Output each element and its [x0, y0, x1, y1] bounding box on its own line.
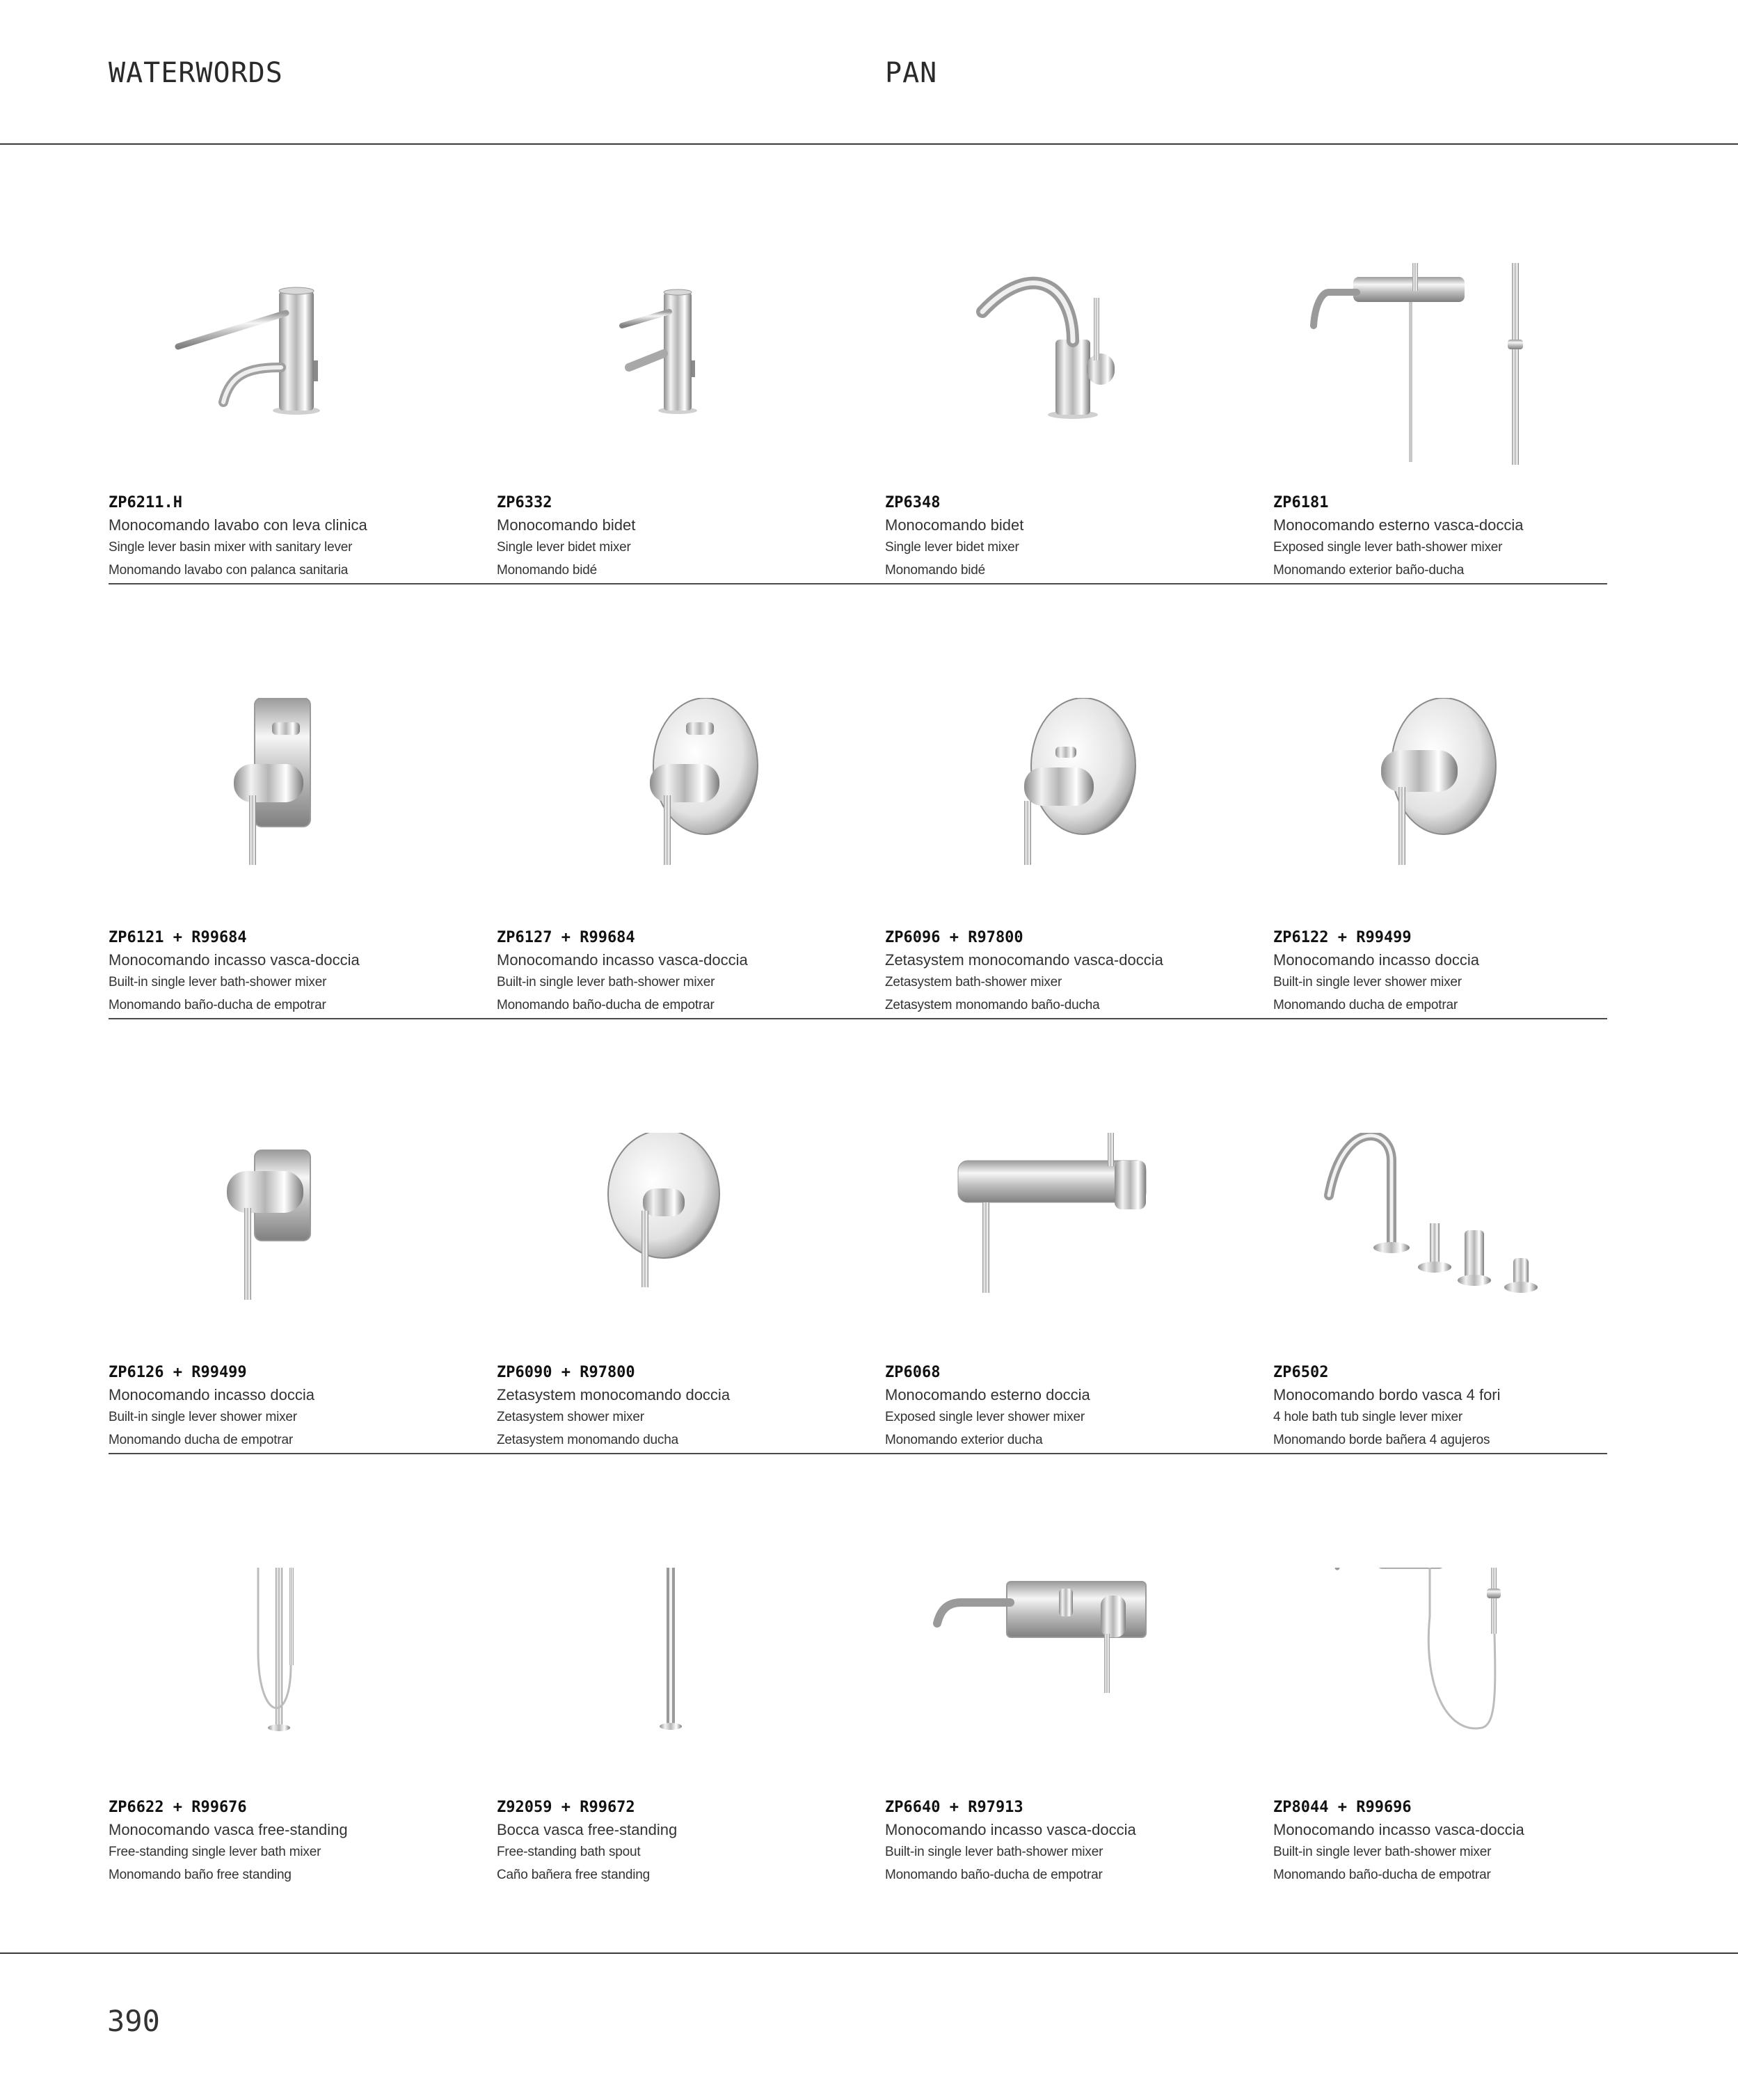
description-italian: Zetasystem monocomando doccia	[497, 1386, 731, 1403]
row-divider	[109, 1018, 1607, 1019]
description-english: Exposed single lever bath-shower mixer	[1273, 540, 1503, 555]
description-spanish: Monomando baño free standing	[109, 1868, 292, 1882]
description-italian: Monocomando incasso vasca-doccia	[885, 1821, 1136, 1838]
product-card[interactable]	[109, 698, 495, 1115]
product-code: ZP6126 + R99499	[109, 1364, 247, 1381]
bidet-mixer-swivel-icon	[885, 263, 1272, 493]
zetasystem-round-shower-mixer-icon	[497, 1133, 884, 1362]
brand-name: WATERWORDS	[109, 57, 283, 89]
product-card[interactable]	[885, 1568, 1272, 1985]
description-english: Built-in single lever shower mixer	[1273, 975, 1462, 989]
product-code: ZP6502	[1273, 1364, 1329, 1381]
description-italian: Monocomando incasso vasca-doccia	[109, 951, 360, 969]
description-spanish: Monomando bidé	[497, 563, 598, 578]
description-italian: Monocomando incasso vasca-doccia	[497, 951, 748, 969]
free-standing-bath-spout-icon	[497, 1568, 884, 1797]
description-italian: Monocomando esterno vasca-doccia	[1273, 516, 1524, 534]
description-spanish: Monomando baño-ducha de empotrar	[497, 998, 715, 1012]
description-italian: Monocomando esterno doccia	[885, 1386, 1090, 1403]
product-code: ZP6181	[1273, 494, 1329, 511]
description-italian: Bocca vasca free-standing	[497, 1821, 678, 1838]
product-card[interactable]	[497, 698, 884, 1115]
description-english: 4 hole bath tub single lever mixer	[1273, 1410, 1463, 1424]
product-code: ZP6096 + R97800	[885, 929, 1023, 946]
product-card[interactable]	[885, 698, 1272, 1115]
description-english: Built-in single lever bath-shower mixer	[497, 975, 715, 989]
product-code: ZP6127 + R99684	[497, 929, 635, 946]
zetasystem-round-diverter-mixer-icon	[885, 698, 1272, 928]
description-spanish: Caño bañera free standing	[497, 1868, 650, 1882]
description-english: Zetasystem shower mixer	[497, 1410, 644, 1424]
wall-spout-bath-mixer-icon	[885, 1568, 1272, 1797]
row-divider	[109, 583, 1607, 584]
product-card[interactable]	[497, 1568, 884, 1985]
row-divider	[109, 1453, 1607, 1454]
footer-divider	[0, 1952, 1738, 1954]
product-card[interactable]	[1273, 1568, 1660, 1985]
description-spanish: Monomando bidé	[885, 563, 986, 578]
product-code: ZP6640 + R97913	[885, 1799, 1023, 1816]
bidet-mixer-icon	[497, 263, 884, 493]
product-card[interactable]	[109, 263, 495, 681]
product-card[interactable]	[1273, 1133, 1660, 1550]
description-english: Built-in single lever bath-shower mixer	[1273, 1845, 1492, 1859]
description-italian: Monocomando incasso vasca-doccia	[1273, 1821, 1524, 1838]
description-spanish: Monomando exterior baño-ducha	[1273, 563, 1465, 578]
page-number: 390	[107, 2004, 160, 2038]
built-in-square-diverter-mixer-icon	[109, 698, 495, 928]
description-english: Single lever bidet mixer	[497, 540, 631, 555]
description-italian: Monocomando vasca free-standing	[109, 1821, 348, 1838]
collection-name: PAN	[885, 57, 938, 89]
description-italian: Monocomando bordo vasca 4 fori	[1273, 1386, 1501, 1403]
free-standing-bath-mixer-icon	[109, 1568, 495, 1797]
description-italian: Monocomando incasso doccia	[1273, 951, 1479, 969]
product-code: Z92059 + R99672	[497, 1799, 635, 1816]
description-italian: Monocomando lavabo con leva clinica	[109, 516, 367, 534]
description-italian: Monocomando incasso doccia	[109, 1386, 314, 1403]
built-in-round-shower-mixer-icon	[1273, 698, 1660, 928]
description-spanish: Monomando borde bañera 4 agujeros	[1273, 1433, 1490, 1447]
description-spanish: Monomando baño-ducha de empotrar	[1273, 1868, 1491, 1882]
product-code: ZP6348	[885, 494, 941, 511]
product-code: ZP6121 + R99684	[109, 929, 247, 946]
four-hole-bath-mixer-icon	[1273, 1133, 1660, 1362]
exposed-bath-shower-mixer-icon	[1273, 263, 1660, 493]
description-spanish: Monomando exterior ducha	[885, 1433, 1043, 1447]
product-card[interactable]	[1273, 698, 1660, 1115]
built-in-square-shower-mixer-icon	[109, 1133, 495, 1362]
product-card[interactable]	[497, 1133, 884, 1550]
product-code: ZP6068	[885, 1364, 941, 1381]
product-card[interactable]	[109, 1133, 495, 1550]
product-card[interactable]	[885, 1133, 1272, 1550]
description-spanish: Monomando ducha de empotrar	[1273, 998, 1458, 1012]
description-english: Built-in single lever bath-shower mixer	[885, 1845, 1103, 1859]
product-card[interactable]	[885, 263, 1272, 681]
product-card[interactable]	[1273, 263, 1660, 681]
description-spanish: Monomando baño-ducha de empotrar	[109, 998, 326, 1012]
description-italian: Monocomando bidet	[497, 516, 636, 534]
product-card[interactable]	[497, 263, 884, 681]
description-spanish: Monomando ducha de empotrar	[109, 1433, 293, 1447]
product-code: ZP6332	[497, 494, 552, 511]
description-english: Single lever basin mixer with sanitary lever	[109, 540, 353, 555]
description-english: Exposed single lever shower mixer	[885, 1410, 1085, 1424]
exposed-shower-mixer-icon	[885, 1133, 1272, 1362]
product-card[interactable]	[109, 1568, 495, 1985]
description-english: Single lever bidet mixer	[885, 540, 1019, 555]
wall-bath-shower-set-icon	[1273, 1568, 1660, 1797]
description-english: Free-standing single lever bath mixer	[109, 1845, 321, 1859]
product-code: ZP6090 + R97800	[497, 1364, 635, 1381]
built-in-round-diverter-mixer-icon	[497, 698, 884, 928]
product-code: ZP8044 + R99696	[1273, 1799, 1412, 1816]
description-english: Free-standing bath spout	[497, 1845, 641, 1859]
description-italian: Monocomando bidet	[885, 516, 1024, 534]
product-code: ZP6122 + R99499	[1273, 929, 1412, 946]
description-english: Built-in single lever shower mixer	[109, 1410, 297, 1424]
description-spanish: Zetasystem monomando baño-ducha	[885, 998, 1100, 1012]
description-spanish: Monomando lavabo con palanca sanitaria	[109, 563, 349, 578]
description-spanish: Monomando baño-ducha de empotrar	[885, 1868, 1103, 1882]
description-italian: Zetasystem monocomando vasca-doccia	[885, 951, 1163, 969]
description-english: Zetasystem bath-shower mixer	[885, 975, 1062, 989]
header-divider	[0, 143, 1738, 145]
description-spanish: Zetasystem monomando ducha	[497, 1433, 678, 1447]
basin-mixer-sanitary-lever-icon	[109, 263, 495, 493]
product-code: ZP6622 + R99676	[109, 1799, 247, 1816]
product-code: ZP6211.H	[109, 494, 182, 511]
description-english: Built-in single lever bath-shower mixer	[109, 975, 327, 989]
